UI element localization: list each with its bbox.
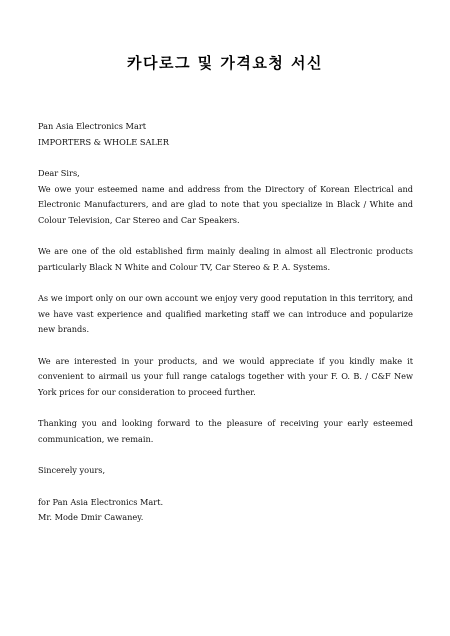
recipient-block [38,119,413,150]
paragraph-5: Thanking you and looking forward to the pleasure of receiving your early esteemed communication, we remain. [38,418,413,444]
recipient-title: IMPORTERS & WHOLE SALER [38,136,169,147]
letter-body [38,119,413,526]
salutation-block [38,166,413,228]
salutation: Dear Sirs, [38,168,80,178]
paragraph-2: We are one of the old established firm mainly dealing in almost all Electronic products particularly Black N White and Colour TV, Car Stereo & P. A. Systems. [38,246,413,272]
paragraph-3: As we import only on our own account we enjoy very good reputation in this territory, and we have vast experience and qualified marketing staff we can introduce and popularize new brands. [38,293,413,334]
signature-block [38,495,413,526]
paragraph-4: We are interested in your products, and we would appreciate if you kindly make it convenient to airmail us your full range catalogs together with your F. O. B. / C&F New York prices for our consideration to proceed further. [38,355,413,397]
recipient-name: Pan Asia Electronics Mart [38,121,147,131]
signature-line-2: Mr. Mode Dmir Cawaney. [38,512,144,522]
document-title: 카다로그 및 가격요청 서신 [126,54,324,72]
signature-line-1: for Pan Asia Electronics Mart. [38,496,164,507]
closing: Sincerely yours, [38,465,106,475]
paragraph-1: We owe your esteemed name and address from the Directory of Korean Electrical and Electronic Manufacturers, and are glad to note that you specialize in Black / White and Colour Television, Car Stereo and Car Speakers. [38,183,413,225]
